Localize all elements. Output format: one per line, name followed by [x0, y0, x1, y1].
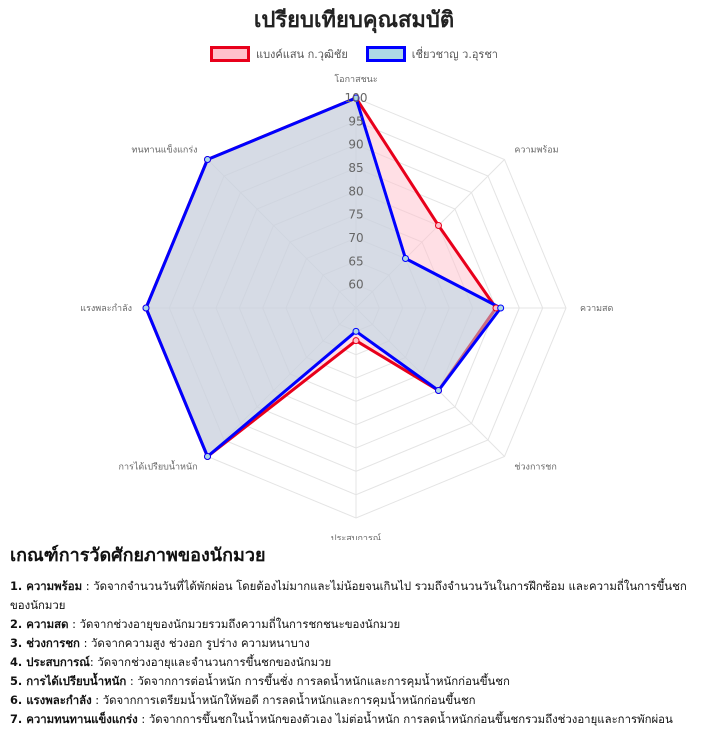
criteria-item — [10, 710, 700, 729]
data-point — [498, 305, 504, 311]
criteria-number: 5. — [10, 674, 27, 688]
criteria-description: : วัดจากการต่อน้ำหนัก การขึ้นชั่ง การลดน้ำหนักและการคุมน้ำหนักก่อนขึ้นชก — [126, 674, 510, 688]
criteria-name: ประสบการณ์ — [26, 655, 90, 669]
legend-swatch — [210, 46, 250, 62]
tick-label: 70 — [348, 231, 364, 245]
criteria-list — [10, 577, 700, 729]
criteria-section — [10, 540, 700, 729]
criteria-description: : วัดจากช่วงอายุของนักมวยรวมถึงความถี่ในการชกชนะของนักมวย — [68, 617, 401, 631]
criteria-description: : วัดจากช่วงอายุและจำนวนการขึ้นชกของนักมวย — [89, 655, 332, 669]
criteria-item — [10, 615, 700, 634]
tick-label: 60 — [348, 277, 364, 292]
criteria-name: การได้เปรียบน้ำหนัก — [26, 674, 127, 688]
axis-label: แรงพละกำลัง — [80, 304, 132, 314]
tick-label: 90 — [348, 137, 364, 152]
criteria-description: : วัดจากการเตรียมน้ำหนักให้พอดี การลดน้ำหนักและการคุมน้ำหนักก่อนขึ้นชก — [91, 693, 476, 707]
tick-label: 75 — [348, 207, 364, 222]
criteria-item — [10, 634, 700, 653]
criteria-number: 4. — [10, 655, 27, 669]
legend-label: แบงค์แสน ก.วุฒิชัย — [255, 48, 348, 61]
criteria-heading: เกณฑ์การวัดศักยภาพของนักมวย — [10, 545, 266, 566]
axis-label: ประสบการณ์ — [330, 534, 382, 540]
criteria-description: : วัดจากจำนวนวันที่ได้พักผ่อน โดยต้องไม่มากและไม่น้อยจนเกินไป รวมถึงจำนวนวันในการฝึกซ้อม และความถี่ในการขึ้นชกของนักมวย — [10, 579, 687, 612]
axis-label: ช่วงการชก — [514, 462, 557, 473]
axis-label: การได้เปรียบน้ำหนัก — [118, 462, 198, 473]
tick-label: 95 — [348, 114, 364, 129]
criteria-number: 3. — [10, 636, 27, 650]
data-point — [205, 157, 211, 163]
legend-item-2[interactable] — [366, 45, 498, 63]
legend-label: เชี่ยวชาญ ว.อุรชา — [411, 48, 498, 61]
data-point — [435, 223, 441, 229]
tick-label: 85 — [348, 161, 364, 175]
axis-label: ความพร้อม — [514, 145, 559, 156]
criteria-item — [10, 653, 700, 672]
radar-chart — [0, 62, 708, 540]
data-point — [353, 328, 359, 334]
tick-label: 65 — [348, 254, 364, 269]
data-point — [205, 453, 211, 459]
chart-legend — [0, 45, 708, 63]
criteria-number: 6. — [10, 693, 27, 707]
axis-label: ทนทานแข็งแกร่ง — [131, 145, 198, 156]
criteria-name: ความสด — [26, 617, 69, 631]
criteria-name: แรงพละกำลัง — [26, 693, 92, 707]
data-point — [402, 256, 408, 262]
criteria-number: 1. — [10, 579, 27, 593]
criteria-number: 7. — [10, 712, 27, 726]
legend-item-1[interactable] — [210, 45, 348, 63]
criteria-number: 2. — [10, 617, 27, 631]
axis-label: โอกาสชนะ — [334, 75, 378, 85]
data-point — [143, 305, 149, 311]
legend-swatch — [366, 46, 406, 62]
criteria-item — [10, 691, 700, 710]
axis-label: ความสด — [580, 304, 614, 314]
criteria-description: : วัดจากการขึ้นชกในน้ำหนักของตัวเอง ไม่ต่อน้ำหนัก การลดน้ำหนักก่อนขึ้นชกรวมถึงช่วงอายุและการพักผ่อน — [137, 712, 673, 726]
criteria-description: : วัดจากความสูง ช่วงอก รูปร่าง ความหนาบาง — [79, 636, 310, 650]
criteria-item — [10, 577, 700, 615]
criteria-name: ช่วงการชก — [26, 636, 80, 650]
criteria-item — [10, 672, 700, 691]
tick-label: 100 — [344, 91, 368, 105]
data-point — [353, 338, 359, 344]
chart-title: เปรียบเทียบคุณสมบัติ — [253, 8, 455, 33]
criteria-name: ความพร้อม — [26, 579, 83, 593]
criteria-name: ความทนทานแข็งแกร่ง — [26, 712, 138, 726]
data-point — [435, 387, 441, 393]
tick-label: 80 — [348, 184, 364, 199]
